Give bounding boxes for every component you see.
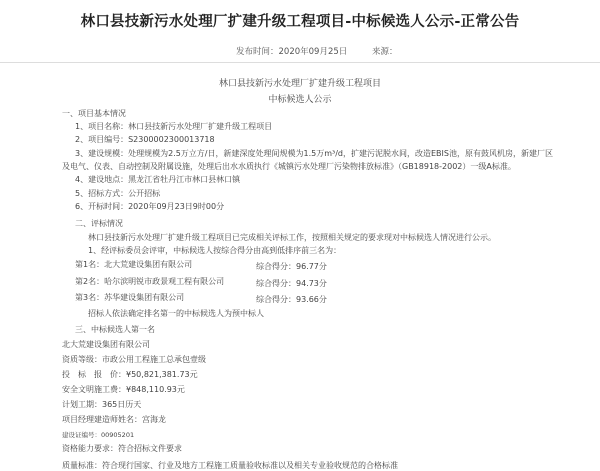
bid-method: 5、招标方式：公开招标 — [75, 189, 161, 198]
certificate-value: 00905201 — [101, 431, 135, 439]
section-evaluation: 二、评标情况 — [75, 219, 123, 228]
doc-title: 林口县技新污水处理厂扩建升级工程项目 — [218, 79, 381, 89]
quality-standard-value: 符合现行国家、行业及地方工程施工质量验收标准以及相关专业验收规范的合格标准 — [102, 461, 398, 470]
evaluation-text: 林口县技新污水处理厂扩建升级工程项目已完成相关评标工作，按照相关规定的要求现对中标候选人情况进行公示。 — [88, 233, 496, 242]
project-location: 4、建设地点：黑龙江省牡丹江市林口县林口镇 — [75, 175, 241, 184]
capability-label: 资格能力要求： — [62, 444, 118, 453]
bid-price-label: 投 标 报 价： — [62, 370, 126, 379]
project-name: 1、项目名称：林口县技新污水处理厂扩建升级工程项目 — [75, 122, 273, 131]
certificate-row — [62, 430, 134, 440]
project-manager-value: 宫海龙 — [142, 415, 166, 424]
section-first-candidate: 三、中标候选人第一名 — [75, 325, 155, 334]
section-basic-info: 一、项目基本情况 — [62, 109, 126, 118]
bid-open-time: 6、开标时间：2020年09月23日9时00分 — [75, 202, 225, 211]
quality-standard-label: 质量标准： — [62, 461, 102, 470]
project-scale: 3、建设规模：处理规模为2.5万立方/日，新建深度处理间规模为1.5万m³/d，扩建污泥脱水间，改造EBIS池，原有鼓风机房，新建厂区 — [75, 149, 553, 158]
qualification-row — [62, 355, 206, 365]
bid-price-value: ¥50,821,381.73元 — [126, 370, 198, 379]
period-row — [62, 400, 141, 410]
announcement-body — [0, 63, 600, 470]
quality-standard-row — [62, 461, 398, 471]
doc-subtitle: 中标候选人公示 — [268, 95, 332, 105]
safety-fee-value: ¥848,110.93元 — [126, 385, 185, 394]
publish-time: 发布时间：2020年09月25日 — [236, 47, 348, 57]
candidate-2-name: 第2名：哈尔滨明锐市政景观工程有限公司 — [75, 277, 225, 286]
source-label: 来源： — [371, 47, 398, 57]
project-manager-row — [62, 415, 166, 425]
period-value: 365日历天 — [102, 400, 142, 409]
article-meta — [236, 45, 419, 57]
project-number: 2、项目编号：S2300002300013718 — [75, 135, 215, 144]
safety-fee-label: 安全文明施工费： — [62, 385, 126, 394]
candidate-1-score: 综合得分：96.77分 — [256, 262, 327, 271]
qualification-label: 资质等级： — [62, 355, 102, 364]
candidate-3-name: 第3名：苏华建设集团有限公司 — [75, 293, 185, 302]
project-scale-cont: 及电气、仪表、自动控制及附属设施，处理后出水水质执行《城镇污水处理厂污染物排放标准》（GB18918-2002）一级A标准。 — [62, 162, 516, 171]
safety-fee-row — [62, 385, 185, 395]
capability-row — [62, 444, 182, 454]
project-manager-label: 项目经理建造师姓名： — [62, 415, 142, 424]
winner-company: 北大荒建设集团有限公司 — [62, 340, 150, 349]
bid-price-row — [62, 370, 198, 380]
pre-winner-note: 招标人依法确定排名第一的中标候选人为预中标人 — [88, 309, 264, 318]
page-title: 林口县技新污水处理厂扩建升级工程项目-中标候选人公示-正常公告 — [80, 14, 520, 30]
capability-value: 符合招标文件要求 — [118, 444, 182, 453]
certificate-label: 建设证编号： — [62, 431, 101, 439]
ranking-intro: 1、经评标委员会评审，中标候选人按综合得分由高到低排序前三名为： — [88, 246, 342, 255]
candidate-1-name: 第1名：北大荒建设集团有限公司 — [75, 260, 193, 269]
qualification-value: 市政公用工程施工总承包壹级 — [102, 355, 206, 364]
period-label: 计划工期： — [62, 400, 102, 409]
candidate-2-score: 综合得分：94.73分 — [256, 279, 327, 288]
candidate-3-score: 综合得分：93.66分 — [256, 295, 327, 304]
